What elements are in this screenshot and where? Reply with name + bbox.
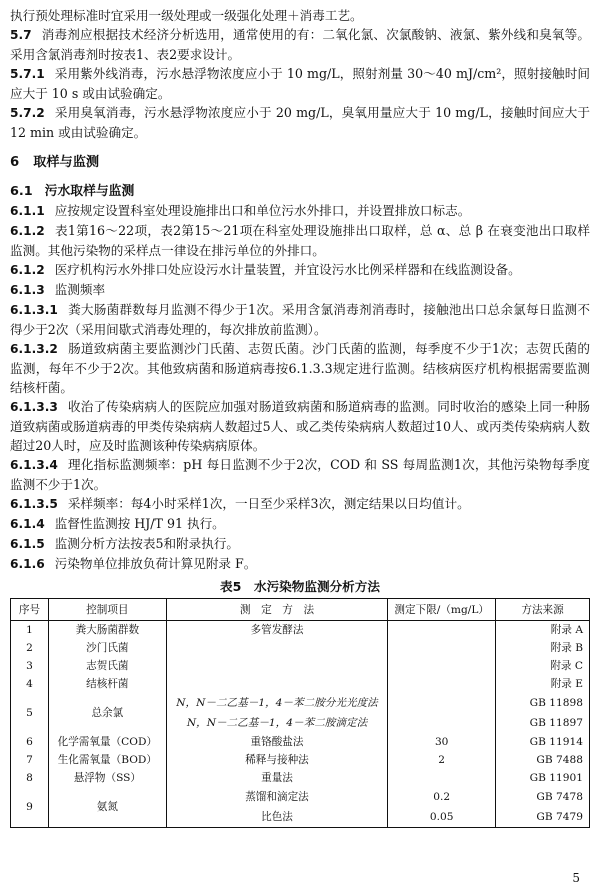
clause-text: 采用紫外线消毒，污水悬浮物浓度应小于 10 mg/L，照射剂量 30～40 mJ/cm²，照射接触时间应大于 10 s 或由试验确定。 (10, 66, 590, 101)
cell-no: 9 (11, 787, 49, 828)
cell-limit: 0.05 (388, 807, 496, 828)
clause-text: 污染物单位排放负荷计算见附录 F。 (54, 556, 257, 571)
clause-number: 6.1.3.3 (10, 400, 58, 414)
clause-text: 监测频率 (54, 282, 106, 297)
section-number: 6.1 (10, 184, 33, 199)
clause-6-1-4 (10, 514, 590, 534)
header-source: 方法来源 (496, 599, 590, 621)
clause-text: 粪大肠菌群数每月监测不得少于1次。采用含氯消毒剂消毒时，接触池出口总余氯每日监测不得少于2次（采用间歇式消毒处理的，每次排放前监测）。 (10, 302, 590, 337)
clause-6-1-3-3 (10, 397, 590, 455)
table-row (11, 733, 590, 751)
table-title: 表5 水污染物监测分析方法 (220, 579, 380, 594)
table-row (11, 657, 590, 675)
clause-text: 肠道致病菌主要监测沙门氏菌、志贺氏菌。沙门氏菌的监测，每季度不少于1次；志贺氏菌的监测，每年不少于2次。其他致病菌和肠道病毒按6.1.3.3规定进行监测。结核病医疗机构根据需要监测结核杆菌。 (10, 341, 590, 395)
clause-6-1-3 (10, 280, 590, 300)
cell-no: 3 (11, 657, 49, 675)
cell-item: 化学需氧量（COD） (48, 733, 166, 751)
cell-method: 稀释与接种法 (166, 751, 387, 769)
cell-limit (388, 693, 496, 733)
cell-no: 6 (11, 733, 49, 751)
section-number: 6 (10, 155, 20, 170)
section-6-1-heading (10, 182, 590, 201)
table-row (11, 787, 590, 807)
cell-source: GB 11914 (496, 733, 590, 751)
clause-text: 采样频率：每4小时采样1次，一日至少采样3次，测定结果以日均值计。 (67, 496, 470, 511)
cell-method (166, 639, 387, 657)
clause-6-1-6 (10, 554, 590, 574)
table-row (11, 675, 590, 693)
clause-number: 5.7.2 (10, 106, 45, 120)
document-page (10, 6, 590, 828)
cell-item: 结核杆菌 (48, 675, 166, 693)
clause-number: 6.1.3.2 (10, 342, 58, 356)
clause-6-1-3-1 (10, 300, 590, 339)
cell-limit: 0.2 (388, 787, 496, 807)
clause-text: 收治了传染病病人的医院应加强对肠道致病菌和肠道病毒的监测。同时收治的感染上同一种肠道致病菌或肠道病毒的甲类传染病病人数超过5人、或乙类传染病病人数超过10人、或丙类传染病病人数超过20人时，应及时监测该种传染病病原体。 (10, 399, 590, 453)
cell-limit (388, 675, 496, 693)
clause-6-1-3-2 (10, 339, 590, 397)
cell-source: 附录 A (496, 621, 590, 640)
cell-method: 多管发酵法 (166, 621, 387, 640)
cell-limit (388, 657, 496, 675)
cell-no: 8 (11, 769, 49, 787)
cell-source: GB 11897 (496, 713, 590, 733)
table-header-row (11, 599, 590, 621)
cell-method: N，N－二乙基－1，4－苯二胺分光光度法 (166, 693, 387, 713)
clause-number: 6.1.3 (10, 283, 45, 297)
cell-method: 重铬酸盐法 (166, 733, 387, 751)
clause-text: 监测分析方法按表5和附录执行。 (54, 536, 240, 551)
cell-no: 1 (11, 621, 49, 640)
cell-item: 志贺氏菌 (48, 657, 166, 675)
clause-text: 理化指标监测频率：pH 每日监测不少于2次，COD 和 SS 每周监测1次，其他污染物每季度监测不少于1次。 (10, 457, 590, 492)
table-row (11, 751, 590, 769)
clause-6-1-2 (10, 221, 590, 260)
table-row (11, 693, 590, 713)
clause-text: 监督性监测按 HJ/T 91 执行。 (54, 516, 225, 531)
cell-source: GB 7488 (496, 751, 590, 769)
clause-number: 6.1.3.1 (10, 303, 58, 317)
clause-text: 表1第16～22项，表2第15～21项在科室处理设施排出口取样，总 α、总 β 在衰变池出口取样监测。其他污染物的采样点一律设在排污单位的外排口。 (10, 223, 590, 258)
clause-text: 消毒剂应根据技术经济分析选用，通常使用的有：二氧化氯、次氯酸钠、液氯、紫外线和臭氧等。采用含氯消毒剂时按表1、表2要求设计。 (10, 27, 590, 62)
cell-method: 蒸馏和滴定法 (166, 787, 387, 807)
cell-source: GB 11898 (496, 693, 590, 713)
cell-item: 沙门氏菌 (48, 639, 166, 657)
cell-source: 附录 B (496, 639, 590, 657)
section-title: 取样与监测 (33, 155, 100, 170)
table-row (11, 769, 590, 787)
cell-item: 总余氯 (48, 693, 166, 733)
clause-5-7-2 (10, 103, 590, 142)
clause-number: 6.1.1 (10, 204, 45, 218)
cell-method (166, 675, 387, 693)
cell-item: 氨氮 (48, 787, 166, 828)
cell-item: 生化需氧量（BOD） (48, 751, 166, 769)
cell-no: 4 (11, 675, 49, 693)
clause-number: 5.7 (10, 28, 32, 42)
clause-5-7 (10, 25, 590, 64)
cell-method (166, 657, 387, 675)
clause-text: 采用臭氧消毒，污水悬浮物浓度应小于 20 mg/L，臭氧用量应大于 10 mg/L，接触时间应大于 12 min 或由试验确定。 (10, 105, 590, 140)
cell-no: 7 (11, 751, 49, 769)
clause-number: 5.7.1 (10, 67, 45, 81)
clause-6-1-1 (10, 201, 590, 221)
clause-number: 6.1.2 (10, 224, 45, 238)
cell-limit (388, 621, 496, 640)
section-6-heading (10, 153, 590, 172)
page-number: 5 (572, 871, 580, 885)
clause-number: 6.1.3.5 (10, 497, 58, 511)
intro-paragraph: 执行预处理标准时宜采用一级处理或一级强化处理＋消毒工艺。 (10, 8, 363, 23)
cell-source: 附录 E (496, 675, 590, 693)
clause-6-1-2b (10, 260, 590, 280)
clause-5-7-1 (10, 64, 590, 103)
cell-no: 2 (11, 639, 49, 657)
header-limit: 测定下限/（mg/L） (388, 599, 496, 621)
cell-item: 粪大肠菌群数 (48, 621, 166, 640)
clause-number: 6.1.5 (10, 537, 45, 551)
clause-number: 6.1.6 (10, 557, 45, 571)
cell-limit: 2 (388, 751, 496, 769)
table-row (11, 639, 590, 657)
clause-text: 应按规定设置科室处理设施排出口和单位污水外排口，并设置排放口标志。 (54, 203, 471, 218)
clause-number: 6.1.2 (10, 263, 45, 277)
cell-method: N，N－二乙基－1，4－苯二胺滴定法 (166, 713, 387, 733)
table-row (11, 621, 590, 640)
cell-no: 5 (11, 693, 49, 733)
header-method: 测 定 方 法 (166, 599, 387, 621)
clause-text: 医疗机构污水外排口处应设污水计量装置，并宜设污水比例采样器和在线监测设备。 (54, 262, 521, 277)
clause-number: 6.1.4 (10, 517, 45, 531)
clause-6-1-5 (10, 534, 590, 554)
header-item: 控制项目 (48, 599, 166, 621)
monitoring-methods-table (10, 598, 590, 828)
clause-6-1-3-4 (10, 455, 590, 494)
cell-item: 悬浮物（SS） (48, 769, 166, 787)
cell-limit: 30 (388, 733, 496, 751)
cell-limit (388, 769, 496, 787)
cell-source: 附录 C (496, 657, 590, 675)
cell-limit (388, 639, 496, 657)
header-no: 序号 (11, 599, 49, 621)
cell-source: GB 7479 (496, 807, 590, 828)
cell-method: 重量法 (166, 769, 387, 787)
cell-source: GB 7478 (496, 787, 590, 807)
clause-number: 6.1.3.4 (10, 458, 58, 472)
cell-method: 比色法 (166, 807, 387, 828)
section-title: 污水取样与监测 (44, 184, 135, 199)
cell-source: GB 11901 (496, 769, 590, 787)
clause-6-1-3-5 (10, 494, 590, 514)
